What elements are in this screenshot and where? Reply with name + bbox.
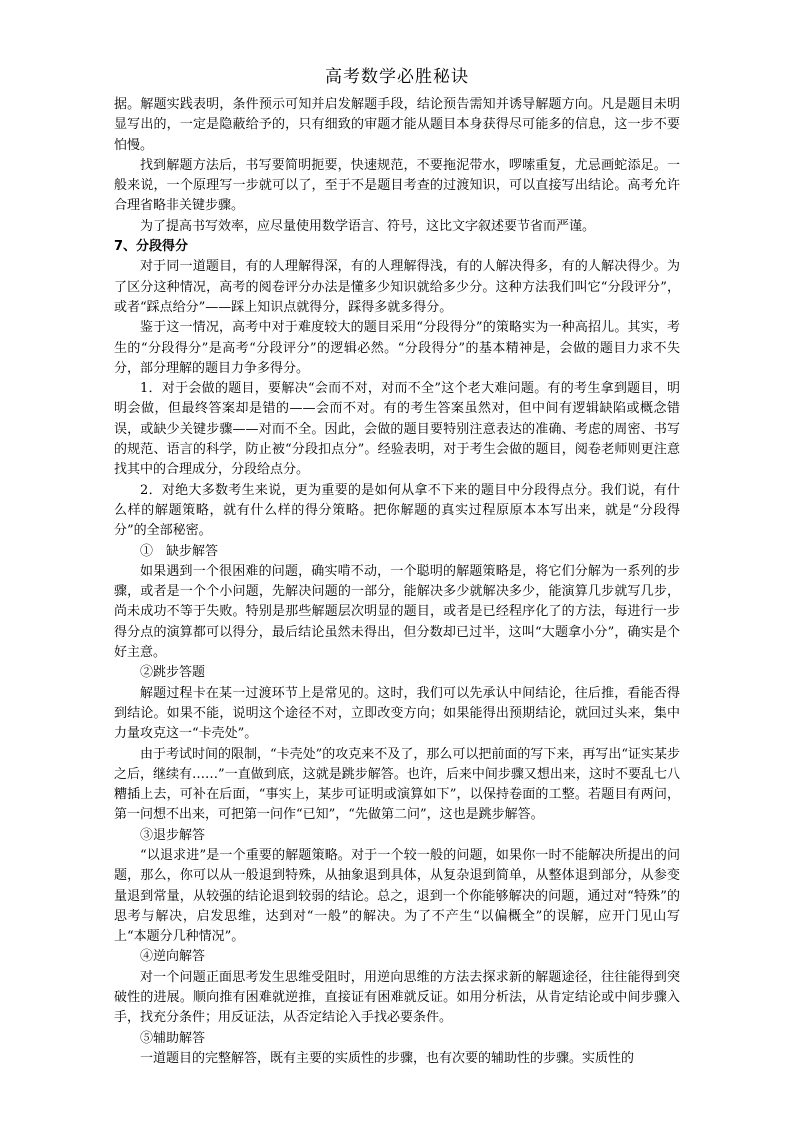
section-heading: 7、分段得分	[114, 239, 189, 255]
paragraph: 找到解题方法后，书写要简明扼要，快速规范，不要拖泥带水，啰嗦重复，尤忌画蛇添足。一般来说，一个原理写一步就可以了，至于不是题目考查的过渡知识，可以直接写出结论。高考允许合理省略非关键步骤。	[114, 157, 680, 214]
paragraph: 为了提高书写效率，应尽量使用数学语言、符号，这比文字叙述要节省而严谨。	[140, 218, 596, 234]
paragraph: 据。解题实践表明，条件预示可知并启发解题手段，结论预告需知并诱导解题方向。凡是题目未明显写出的，一定是隐蔽给予的，只有细致的审题才能从题目本身获得尽可能多的信息，这一步不要怕慢。	[114, 97, 680, 153]
page-title: 高考数学必胜秘诀	[325, 67, 469, 87]
subheading: ④逆向解答	[140, 949, 206, 965]
paragraph: 2．对绝大多数考生来说，更为重要的是如何从拿不下来的题目中分段得点分。我们说，有什么样的解题策略，就有什么样的得分策略。把你解题的真实过程原原本本写出来，就是“分段得分”的全部秘密。	[114, 482, 680, 539]
paragraph: 1．对于会做的题目，要解决“会而不对，对而不全”这个老大难问题。有的考生拿到题目，明明会做，但最终答案却是错的——会而不对。有的考生答案虽然对，但中间有逻辑缺陷或概念错误，或缺少关键步骤——对而不全。因此，会做的题目要特别注意表达的准确、考虑的周密、书写的规范、语言的科学，防止被“分段扣点分”。经验表明，对于考生会做的题目，阅卷老师则更注意找其中的合理成分，分段给点分。	[114, 381, 680, 478]
subheading: ②跳步答题	[140, 665, 206, 681]
paragraph: “以退求进”是一个重要的解题策略。对于一个较一般的问题，如果你一时不能解决所提出的问题，那么，你可以从一般退到特殊，从抽象退到具体，从复杂退到简单，从整体退到部分，从参变量退到常量，从较强的结论退到较弱的结论。总之，退到一个你能够解决的问题，通过对“特殊”的思考与解决，启发思维，达到对“一般”的解决。为了不产生“以偏概全”的误解，应开门见山写上“本题分几种情况”。	[114, 847, 680, 945]
paragraph: 如果遇到一个很困难的问题，确实啃不动，一个聪明的解题策略是，将它们分解为一系列的步骤，或者是一个个小问题，先解决问题的一部分，能解决多少就解决多少，能演算几步就写几步，尚未成功不等于失败。特别是那些解题层次明显的题目，或者是已经程序化了的方法，每进行一步得分点的演算都可以得分，最后结论虽然未得出，但分数却已过半，这叫“大题拿小分”，确实是个好主意。	[114, 563, 680, 661]
paragraph: 鉴于这一情况，高考中对于难度较大的题目采用“分段得分”的策略实为一种高招儿。其实，考生的“分段得分”是高考“分段评分”的逻辑必然。“分段得分”的基本精神是，会做的题目力求不失分，部分理解的题目力争多得分。	[114, 320, 680, 376]
paragraph: 解题过程卡在某一过渡环节上是常见的。这时，我们可以先承认中间结论，往后推，看能否得到结论。如果不能，说明这个途径不对，立即改变方向；如果能得出预期结论，就回过头来，集中力量攻克这一“卡壳处”。	[114, 685, 680, 742]
subheading: ① 缺步解答	[140, 543, 219, 559]
paragraph: 由于考试时间的限制，“卡壳处”的攻克来不及了，那么可以把前面的写下来，再写出“证实某步之后，继续有……”一直做到底，这就是跳步解答。也许，后来中间步骤又想出来，这时不要乱七八糟插上去，可补在后面，“事实上，某步可证明或演算如下”，以保持卷面的工整。若题目有两问，第一问想不出来，可把第一问作“已知”，“先做第二问”，这也是跳步解答。	[114, 746, 680, 823]
document-body	[114, 95, 680, 1069]
subheading: ③退步解答	[140, 827, 206, 843]
paragraph: 对于同一道题目，有的人理解得深，有的人理解得浅，有的人解决得多，有的人解决得少。为了区分这种情况，高考的阅卷评分办法是懂多少知识就给多少分。这种方法我们叫它“分段评分”，或者“踩点给分”——踩上知识点就得分，踩得多就多得分。	[114, 259, 680, 315]
paragraph: 一道题目的完整解答，既有主要的实质性的步骤，也有次要的辅助性的步骤。实质性的	[140, 1050, 635, 1066]
subheading: ⑤辅助解答	[140, 1030, 206, 1046]
paragraph: 对一个问题正面思考发生思维受阻时，用逆向思维的方法去探求新的解题途径，往往能得到突破性的进展。顺向推有困难就逆推，直接证有困难就反证。如用分析法，从肯定结论或中间步骤入手，找充分条件；用反证法，从否定结论入手找必要条件。	[114, 969, 680, 1026]
